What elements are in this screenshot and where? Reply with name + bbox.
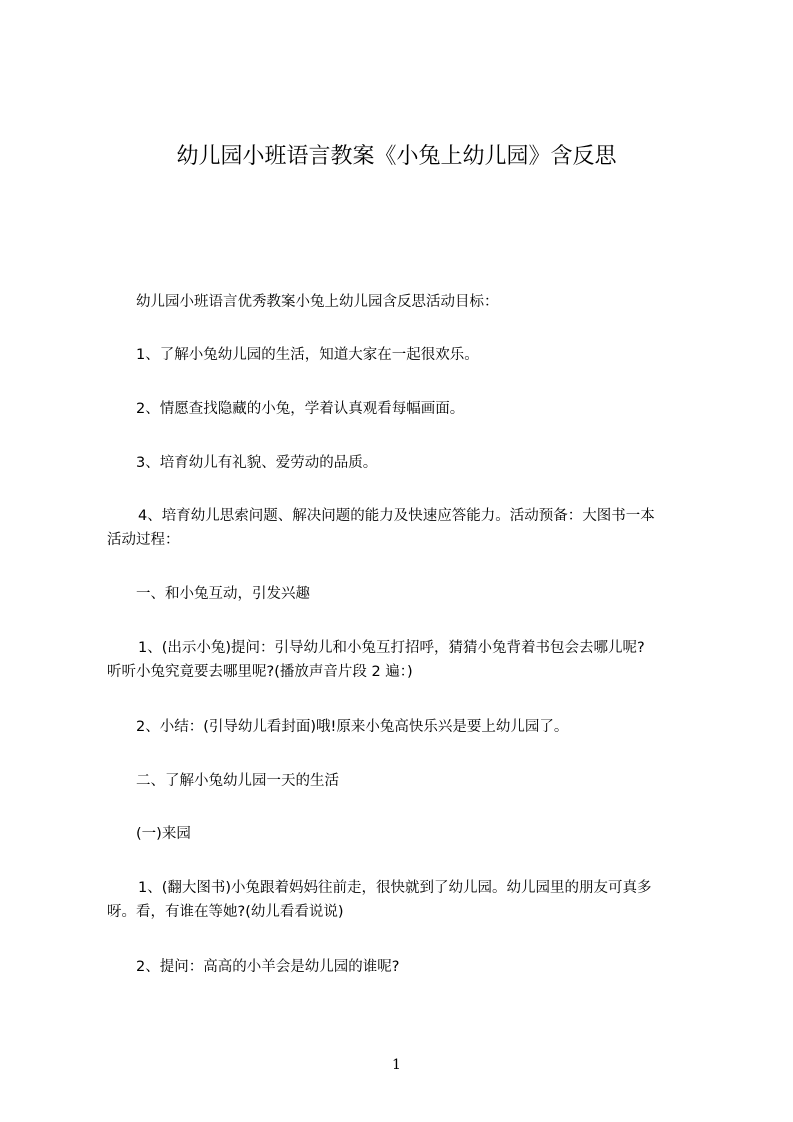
section-2-item-1-paragraph: [107, 876, 707, 924]
section-1-item-1-paragraph: [107, 636, 707, 684]
section-2-item-1-line-1: 1、(翻大图书)小兔跟着妈妈往前走，很快就到了幼儿园。幼儿园里的朋友可真多: [138, 880, 652, 896]
section-1-item-1-line-1: 1、(出示小兔)提问：引导幼儿和小兔互打招呼，猜猜小兔背着书包会去哪儿呢?: [138, 640, 645, 656]
goal-1-paragraph: 1、了解小兔幼儿园的生活，知道大家在一起很欢乐。: [136, 347, 479, 363]
section-1-item-1-line-2: 听听小兔究竟要去哪里呢?(播放声音片段 2 遍：): [107, 664, 413, 680]
intro-paragraph: 幼儿园小班语言优秀教案小兔上幼儿园含反思活动目标：: [136, 294, 499, 310]
document-title: 幼儿园小班语言教案《小兔上幼儿园》含反思: [176, 144, 617, 169]
section-2-heading: 二、了解小兔幼儿园一天的生活: [136, 773, 339, 789]
subsection-1-heading: (一)来园: [136, 826, 191, 842]
goal-3-paragraph: 3、培育幼儿有礼貌、爱劳动的品质。: [136, 455, 378, 471]
goal-2-paragraph: 2、情愿查找隐藏的小兔，学着认真观看每幅画面。: [136, 401, 465, 417]
section-1-item-2-paragraph: 2、小结：(引导幼儿看封面)哦!原来小兔高快乐兴是要上幼儿园了。: [136, 719, 569, 735]
page-number: 1: [392, 1057, 401, 1073]
goal-4-line-2: 活动过程：: [107, 532, 180, 548]
goal-4-line-1: 4、培育幼儿思索问题、解决问题的能力及快速应答能力。活动预备：大图书一本: [138, 508, 655, 524]
section-2-item-2-paragraph: 2、提问：高高的小羊会是幼儿园的谁呢?: [136, 959, 400, 975]
section-1-heading: 一、和小兔互动，引发兴趣: [136, 586, 310, 602]
goal-4-paragraph: [107, 504, 707, 552]
section-2-item-1-line-2: 呀。看，有谁在等她?(幼儿看看说说): [107, 904, 344, 920]
